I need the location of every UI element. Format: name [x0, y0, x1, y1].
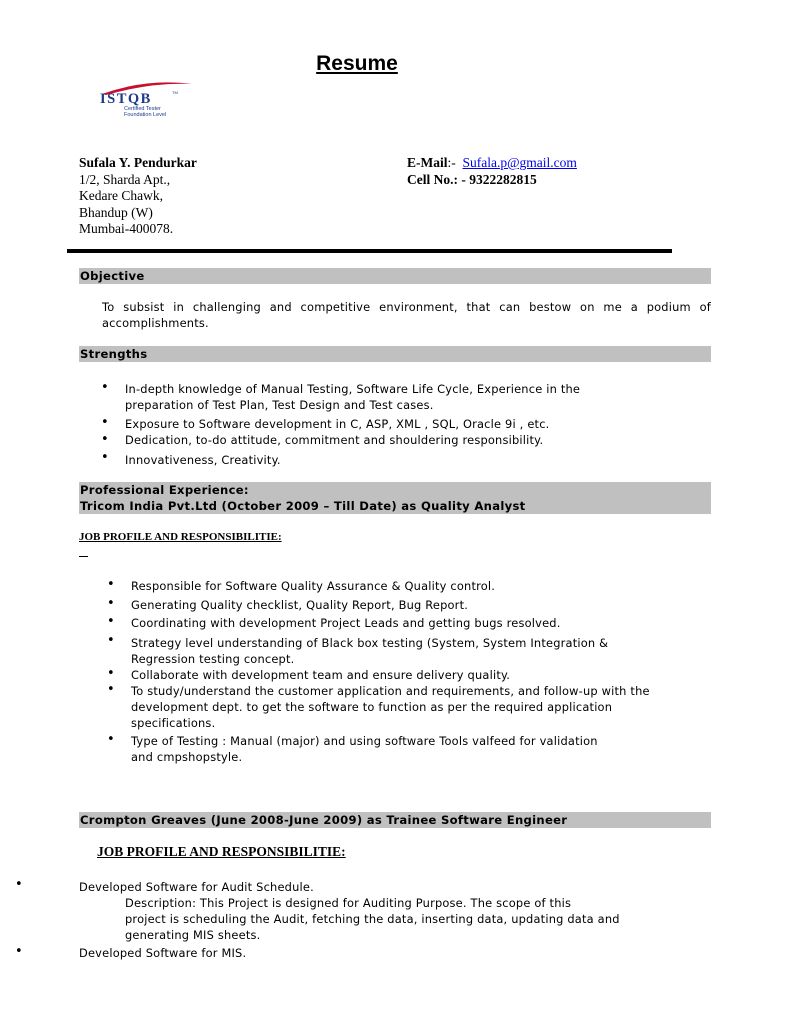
bullet-icon: • — [107, 614, 115, 629]
email-link[interactable]: Sufala.p@gmail.com — [462, 155, 577, 170]
job1-item: Responsible for Software Quality Assurance & Quality control. — [131, 579, 496, 593]
bullet-icon: • — [101, 450, 109, 465]
resume-title: Resume — [316, 52, 398, 75]
job1-item: Collaborate with development team and ensure delivery quality. — [131, 668, 511, 682]
header-divider — [67, 249, 672, 253]
strengths-heading: Strengths — [79, 346, 711, 362]
address-line: Mumbai-400078. — [79, 221, 174, 236]
istqb-logo — [92, 80, 202, 120]
candidate-name: Sufala Y. Pendurkar — [79, 155, 197, 170]
bullet-icon: • — [101, 432, 109, 447]
job2-item-title: Developed Software for MIS. — [79, 946, 247, 960]
strength-item: Exposure to Software development in C, ASP, XML , SQL, Oracle 9i , etc. — [125, 417, 550, 431]
bullet-icon: • — [15, 877, 23, 892]
job2-item-title: Developed Software for Audit Schedule. — [79, 880, 314, 894]
job1-profile-heading: JOB PROFILE AND RESPONSIBILITIE: — [79, 531, 282, 543]
job1-line: and cmpshopstyle. — [131, 750, 243, 764]
strength-item: Innovativeness, Creativity. — [125, 453, 281, 467]
job1-line: To study/understand the customer application and requirements, and follow-up with the — [131, 684, 650, 698]
bullet-icon: • — [15, 944, 23, 959]
bullet-icon: • — [107, 633, 115, 648]
job1-line: Regression testing concept. — [131, 652, 295, 666]
objective-heading: Objective — [79, 268, 711, 284]
desc-line: generating MIS sheets. — [125, 928, 261, 942]
bullet-icon: • — [107, 596, 115, 611]
bullet-icon: • — [101, 380, 109, 395]
address-line: Bhandup (W) — [79, 204, 153, 220]
experience-heading — [79, 482, 711, 514]
experience-title: Professional Experience: — [80, 483, 249, 497]
job1-item — [131, 635, 608, 667]
job1-line: Type of Testing : Manual (major) and using software Tools valfeed for validation — [131, 734, 598, 748]
strength-line: preparation of Test Plan, Test Design and Test cases. — [125, 398, 434, 412]
strength-item — [125, 381, 580, 413]
email-label: E-Mail — [407, 155, 448, 170]
address-line: Kedare Chawk, — [79, 188, 163, 203]
email-sep: :- — [447, 155, 456, 170]
objective-line: accomplishments. — [102, 316, 209, 330]
underline-mark — [79, 556, 88, 557]
bullet-icon: • — [101, 415, 109, 430]
desc-line: project is scheduling the Audit, fetching the data, inserting data, updating data and — [125, 912, 620, 926]
objective-text — [102, 299, 711, 331]
bullet-icon: • — [107, 682, 115, 697]
contact-block — [79, 155, 197, 238]
desc-line: Description: This Project is designed for Auditing Purpose. The scope of this — [125, 896, 572, 910]
job1-heading: Tricom India Pvt.Ltd (October 2009 – Till Date) as Quality Analyst — [80, 499, 526, 513]
job2-profile-heading: JOB PROFILE AND RESPONSIBILITIE: — [97, 844, 346, 859]
job1-line: Strategy level understanding of Black box testing (System, System Integration & — [131, 636, 609, 650]
objective-line: To subsist in challenging and competitive environment, that can bestow on me a podium of — [102, 300, 711, 314]
job2-item-desc — [125, 895, 620, 943]
logo-text: ISTQB — [100, 91, 152, 107]
address-line: 1/2, Sharda Apt., — [79, 171, 171, 187]
bullet-icon: • — [107, 732, 115, 747]
job2-heading: Crompton Greaves (June 2008-June 2009) as Trainee Software Engineer — [79, 812, 711, 828]
logo-tm: TM — [172, 90, 178, 95]
job1-line: development dept. to get the software to function as per the required application — [131, 700, 613, 714]
job1-item: Coordinating with development Project Leads and getting bugs resolved. — [131, 616, 561, 630]
logo-subtitle — [124, 106, 166, 118]
contact-right — [407, 155, 577, 188]
job1-item — [131, 683, 650, 731]
bullet-icon: • — [107, 577, 115, 592]
job1-item — [131, 733, 598, 765]
strength-line: In-depth knowledge of Manual Testing, Software Life Cycle, Experience in the — [125, 382, 581, 396]
logo-sub2: Foundation Level — [124, 112, 167, 118]
job1-line: specifications. — [131, 716, 216, 730]
cell-number: Cell No.: - 9322282815 — [407, 171, 537, 187]
strength-item: Dedication, to-do attitude, commitment and shouldering responsibility. — [125, 433, 544, 447]
logo-sub1: Certified Tester — [124, 106, 161, 112]
bullet-icon: • — [107, 666, 115, 681]
job1-item: Generating Quality checklist, Quality Report, Bug Report. — [131, 598, 469, 612]
